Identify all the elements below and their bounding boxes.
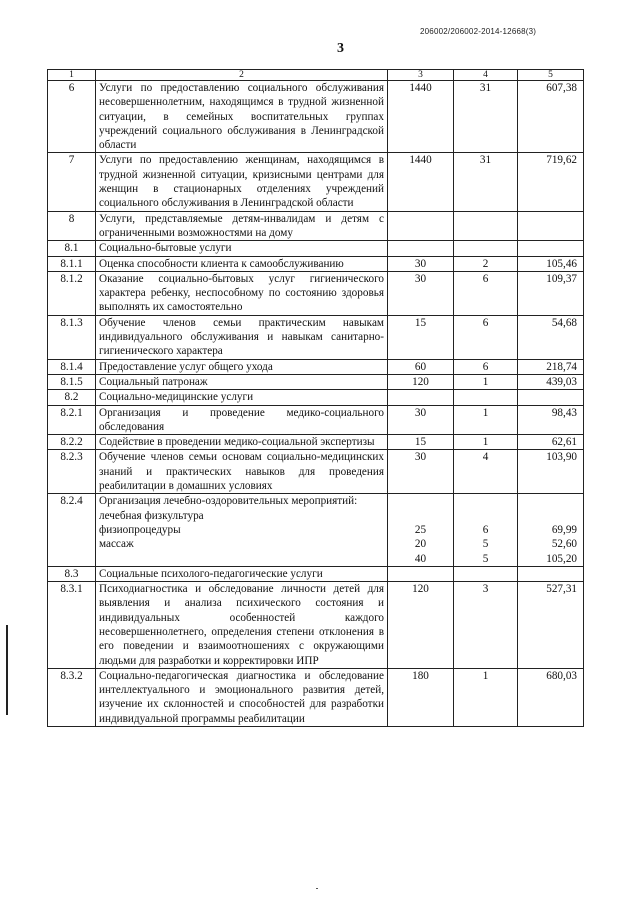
service-description: Содействие в проведении медико-социальной экспертизы xyxy=(96,435,388,450)
scan-dot xyxy=(316,888,318,889)
table-row xyxy=(48,211,584,241)
column-header: 5 xyxy=(518,70,584,81)
table-row xyxy=(48,359,584,374)
table-row xyxy=(48,405,584,435)
item-number: 8.1.4 xyxy=(48,359,96,374)
service-description: Социально-педагогическая диагностика и обследование интеллектуального и эмоционального развития детей, изучение их склонностей и способностей для разработки индивидуальной программы реабилитации xyxy=(96,668,388,726)
value-col4: 2 xyxy=(454,256,518,271)
value-col3: 120 xyxy=(388,374,454,389)
sub-item-label: физиопроцедуры xyxy=(99,523,181,536)
table-row xyxy=(48,435,584,450)
item-number: 8.2.1 xyxy=(48,405,96,435)
value-col3: 15 xyxy=(388,315,454,359)
value-col4 xyxy=(454,241,518,256)
table-row xyxy=(48,241,584,256)
service-description: Психодиагностика и обследование личности детей для выявления и анализа психического состояния и индивидуальных особенностей каждого несовершеннолетнего, определения степени отклонения в его поведении и взаимоотношениях с окружающими людьми для разработки и корректировки ИПР xyxy=(96,582,388,669)
value-col3: 15 xyxy=(388,435,454,450)
item-number: 8.1.2 xyxy=(48,271,96,315)
table-row xyxy=(48,494,584,566)
price: 98,43 xyxy=(518,405,584,435)
value-col4 xyxy=(454,211,518,241)
service-description: Социально-бытовые услуги xyxy=(96,241,388,256)
table-row xyxy=(48,390,584,405)
value-col4-sub: 6 xyxy=(482,523,489,536)
price: 527,31 xyxy=(518,582,584,669)
scan-edge-mark xyxy=(6,625,8,715)
item-number: 8.1.1 xyxy=(48,256,96,271)
value-col4: 1 xyxy=(454,668,518,726)
table-row xyxy=(48,315,584,359)
service-description: Оценка способности клиента к самообслуживанию xyxy=(96,256,388,271)
value-col4: 1 xyxy=(454,374,518,389)
value-col3: 30 xyxy=(388,450,454,494)
item-number: 8.3.1 xyxy=(48,582,96,669)
item-number: 8.3.2 xyxy=(48,668,96,726)
item-number: 8 xyxy=(48,211,96,241)
tariff-table xyxy=(47,69,584,727)
service-description: Социально-медицинские услуги xyxy=(96,390,388,405)
value-col4: 3 xyxy=(454,582,518,669)
service-description: Социальные психолого-педагогические услуги xyxy=(96,566,388,581)
service-description: Обучение членов семьи практическим навыкам индивидуального обслуживания и навыкам санитарно-гигиенического характера xyxy=(96,315,388,359)
value-col3 xyxy=(388,241,454,256)
service-description xyxy=(96,494,388,566)
service-description-heading: Организация лечебно-оздоровительных мероприятий: xyxy=(99,495,358,508)
price: 103,90 xyxy=(518,450,584,494)
item-number: 7 xyxy=(48,153,96,211)
sub-item-label: лечебная физкультура xyxy=(99,509,204,522)
table-row xyxy=(48,566,584,581)
column-header: 4 xyxy=(454,70,518,81)
value-col3 xyxy=(388,211,454,241)
price: 719,62 xyxy=(518,153,584,211)
table-row xyxy=(48,450,584,494)
service-description: Предоставление услуг общего ухода xyxy=(96,359,388,374)
item-number: 8.2.4 xyxy=(48,494,96,566)
value-col3 xyxy=(388,494,454,566)
item-number: 8.2.3 xyxy=(48,450,96,494)
service-description: Оказание социально-бытовых услуг гигиенического характера ребенку, неспособному по состоянию здоровья выполнять их самостоятельно xyxy=(96,271,388,315)
value-col3: 60 xyxy=(388,359,454,374)
value-col4: 6 xyxy=(454,271,518,315)
value-col4: 4 xyxy=(454,450,518,494)
price: 105,46 xyxy=(518,256,584,271)
value-col3-sub: 40 xyxy=(414,552,427,565)
document-id: 206002/206002-2014-12668(3) xyxy=(420,27,537,36)
item-number: 8.2.2 xyxy=(48,435,96,450)
value-col3 xyxy=(388,390,454,405)
price: 680,03 xyxy=(518,668,584,726)
table-row xyxy=(48,153,584,211)
price: 62,61 xyxy=(518,435,584,450)
value-col4 xyxy=(454,390,518,405)
service-description: Обучение членов семьи основам социально-медицинских знаний и практических навыков для проведения реабилитации в домашних условиях xyxy=(96,450,388,494)
price xyxy=(518,566,584,581)
item-number: 8.1 xyxy=(48,241,96,256)
value-col4: 1 xyxy=(454,435,518,450)
column-header: 1 xyxy=(48,70,96,81)
price: 439,03 xyxy=(518,374,584,389)
price-sub: 69,99 xyxy=(551,523,577,536)
price-sub: 52,60 xyxy=(551,538,577,551)
price: 109,37 xyxy=(518,271,584,315)
service-description: Социальный патронаж xyxy=(96,374,388,389)
value-col4: 6 xyxy=(454,359,518,374)
value-col4-sub: 5 xyxy=(482,538,489,551)
value-col3: 120 xyxy=(388,582,454,669)
price xyxy=(518,494,584,566)
value-col4 xyxy=(454,494,518,566)
service-description: Услуги по предоставлению женщинам, находящимся в трудной жизненной ситуации, кризисными центрами для женщин в стационарных отделениях учреждений социального обслуживания в Ленинградской области xyxy=(96,153,388,211)
price xyxy=(518,211,584,241)
value-col4: 6 xyxy=(454,315,518,359)
table-row xyxy=(48,668,584,726)
price: 607,38 xyxy=(518,81,584,153)
value-col3: 30 xyxy=(388,405,454,435)
value-col4-sub: 5 xyxy=(482,552,489,565)
value-col3: 1440 xyxy=(388,153,454,211)
table-header-row xyxy=(48,70,584,81)
table-row xyxy=(48,256,584,271)
value-col3-sub: 25 xyxy=(414,523,427,536)
value-col4 xyxy=(454,566,518,581)
price-sub: 105,20 xyxy=(546,552,577,565)
item-number: 8.1.5 xyxy=(48,374,96,389)
value-col3 xyxy=(388,566,454,581)
value-col3: 1440 xyxy=(388,81,454,153)
service-description: Услуги по предоставлению социального обслуживания несовершеннолетним, находящимся в трудной жизненной ситуации, в семейных воспитательных группах учреждений социального обслуживания в Ленинградской области xyxy=(96,81,388,153)
table-row xyxy=(48,271,584,315)
price: 54,68 xyxy=(518,315,584,359)
value-col4: 31 xyxy=(454,153,518,211)
table-row xyxy=(48,374,584,389)
item-number: 8.2 xyxy=(48,390,96,405)
value-col3: 30 xyxy=(388,256,454,271)
value-col3: 180 xyxy=(388,668,454,726)
value-col4: 1 xyxy=(454,405,518,435)
item-number: 8.3 xyxy=(48,566,96,581)
table-row xyxy=(48,81,584,153)
item-number: 8.1.3 xyxy=(48,315,96,359)
service-description: Услуги, представляемые детям-инвалидам и детям с ограниченными возможностями на дому xyxy=(96,211,388,241)
item-number: 6 xyxy=(48,81,96,153)
table-row xyxy=(48,582,584,669)
price xyxy=(518,241,584,256)
page-number: 3 xyxy=(337,41,344,56)
value-col4: 31 xyxy=(454,81,518,153)
value-col3: 30 xyxy=(388,271,454,315)
price: 218,74 xyxy=(518,359,584,374)
column-header: 3 xyxy=(388,70,454,81)
column-header: 2 xyxy=(96,70,388,81)
service-description: Организация и проведение медико-социального обследования xyxy=(96,405,388,435)
value-col3-sub: 20 xyxy=(414,538,427,551)
sub-item-label: массаж xyxy=(99,538,134,551)
price xyxy=(518,390,584,405)
